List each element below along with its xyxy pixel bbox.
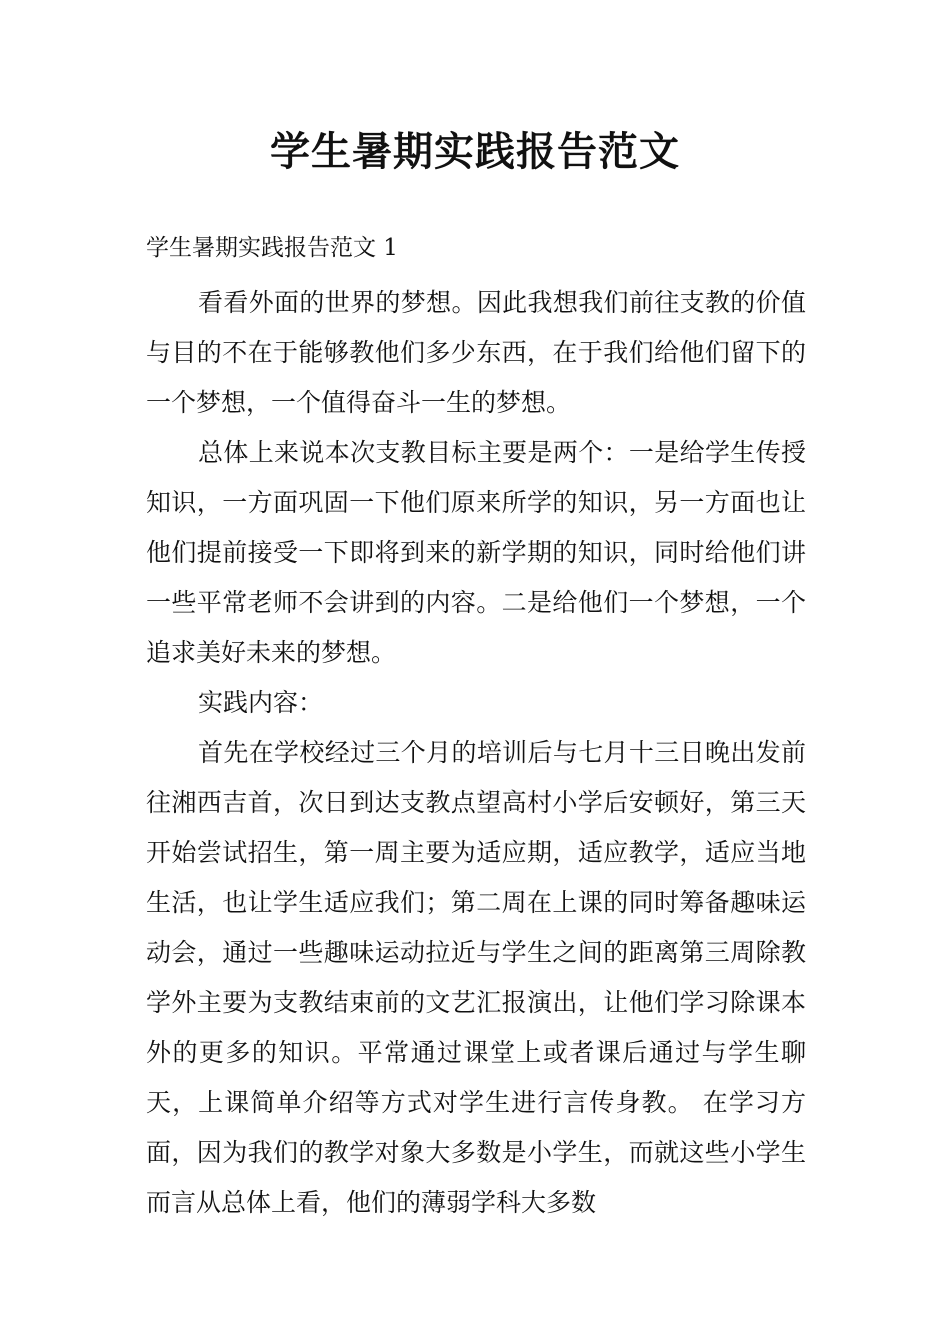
section-heading: 学生暑期实践报告范文 1	[146, 235, 398, 261]
document-title: 学生暑期实践报告范文	[270, 128, 680, 175]
paragraph-heading: 实践内容：	[198, 688, 324, 717]
document-body	[146, 278, 806, 1228]
paragraph: 看看外面的世界的梦想。因此我想我们前往支教的价值与目的不在于能够教他们多少东西，在于我们给他们留下的一个梦想，一个值得奋斗一生的梦想。	[146, 288, 806, 417]
paragraph: 首先在学校经过三个月的培训后与七月十三日晚出发前往湘西吉首，次日到达支教点望高村小学后安顿好，第三天开始尝试招生，第一周主要为适应期，适应教学，适应当地生活，也让学生适应我们；第二周在上课的同时筹备趣味运动会，通过一些趣味运动拉近与学生之间的距离第三周除教学外主要为支教结束前的文艺汇报演出，让他们学习除课本外的更多的知识。平常通过课堂上或者课后通过与学生聊天，上课简单介绍等方式对学生进行言传身教。 在学习方面，因为我们的教学对象大多数是小学生，而就这些小学生而言从总体上看，他们的薄弱学科大多数	[146, 738, 806, 1217]
paragraph: 总体上来说本次支教目标主要是两个：一是给学生传授知识，一方面巩固一下他们原来所学的知识，另一方面也让他们提前接受一下即将到来的新学期的知识，同时给他们讲一些平常老师不会讲到的内容。二是给他们一个梦想，一个追求美好未来的梦想。	[146, 438, 806, 667]
